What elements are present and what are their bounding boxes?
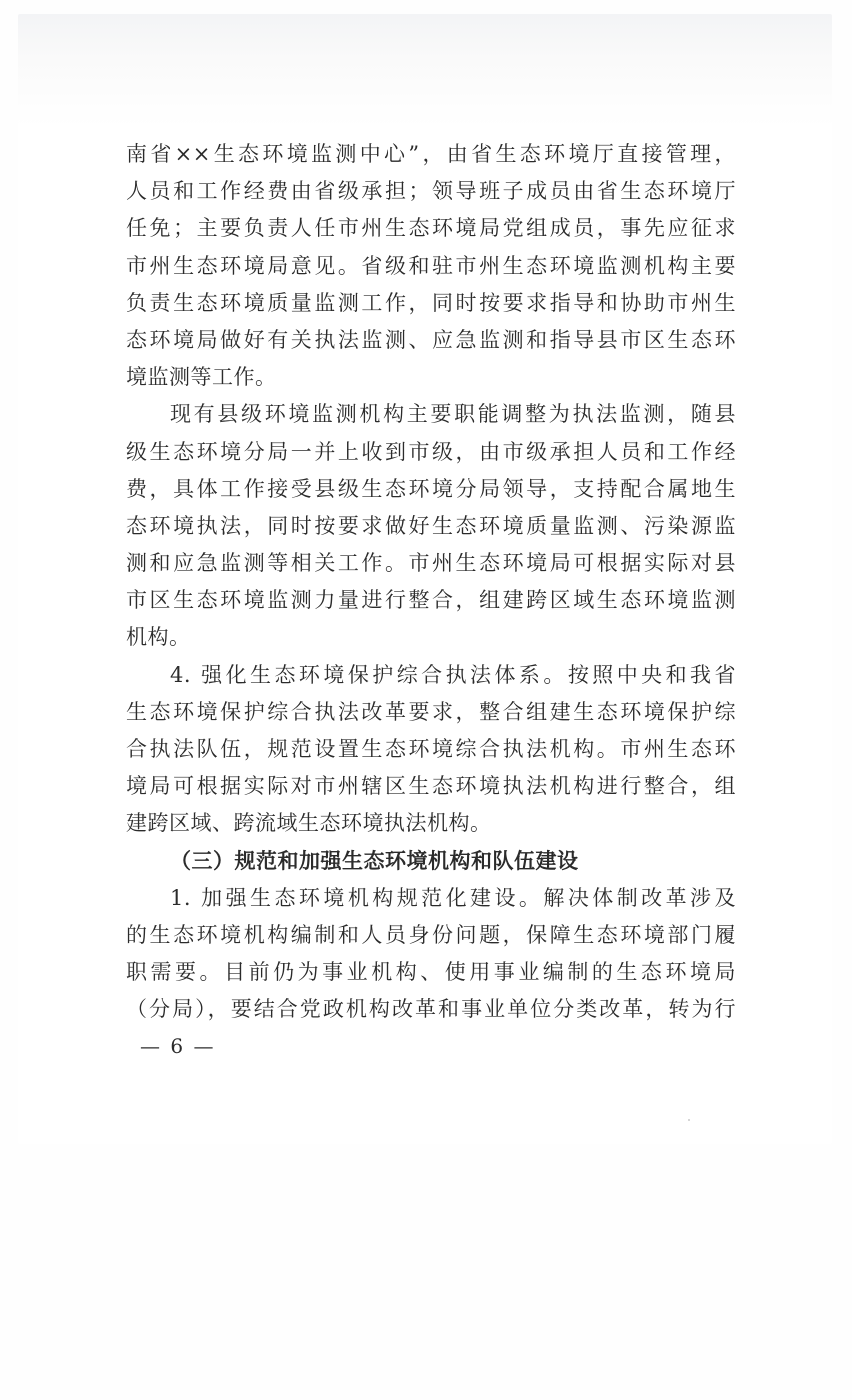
text-line: 建跨区域、跨流域生态环境执法机构。 <box>126 811 492 836</box>
text-line: 费，具体工作接受县级生态环境分局领导，支持配合属地生 <box>126 476 736 501</box>
text-line: （分局），要结合党政机构改革和事业单位分类改革，转为行 <box>126 997 736 1022</box>
text-line: 生态环境保护综合执法改革要求，整合组建生态环境保护综 <box>126 699 736 724</box>
text-line: 态环境局做好有关执法监测、应急监测和指导县市区生态环 <box>126 327 736 352</box>
text-line: 级生态环境分局一并上收到市级，由市级承担人员和工作经 <box>126 439 736 464</box>
text-line: 合执法队伍，规范设置生态环境综合执法机构。市州生态环 <box>126 737 736 761</box>
text-line: 任免；主要负责人任市州生态环境局党组成员，事先应征求 <box>126 216 736 241</box>
text-line: 1. 加强生态环境机构规范化建设。解决体制改革涉及 <box>170 885 736 910</box>
text-line: 态环境执法，同时按要求做好生态环境质量监测、污染源监 <box>126 513 736 538</box>
text-line: 的生态环境机构编制和人员身份问题，保障生态环境部门履 <box>126 922 736 947</box>
text-line: 现有县级环境监测机构主要职能调整为执法监测，随县 <box>170 402 736 427</box>
text-line: 机构。 <box>126 625 191 650</box>
text-line: 境监测等工作。 <box>126 365 277 390</box>
text-line: 境局可根据实际对市州辖区生态环境执法机构进行整合，组 <box>126 774 736 799</box>
text-line: 市区生态环境监测力量进行整合，组建跨区域生态环境监测 <box>126 588 736 613</box>
page-number: — 6 — <box>140 1034 216 1058</box>
scan-speck <box>688 1119 690 1121</box>
text-line: 测和应急监测等相关工作。市州生态环境局可根据实际对县 <box>126 551 736 576</box>
text-line: 市州生态环境局意见。省级和驻市州生态环境监测机构主要 <box>126 253 736 278</box>
text-line: 职需要。目前仍为事业机构、使用事业编制的生态环境局 <box>126 960 736 985</box>
text-line: 4. 强化生态环境保护综合执法体系。按照中央和我省 <box>170 662 736 687</box>
text-line: 负责生态环境质量监测工作，同时按要求指导和协助市州生 <box>126 290 736 315</box>
text-line: 南省××生态环境监测中心”，由省生态环境厅直接管理， <box>126 142 736 166</box>
text-line: 人员和工作经费由省级承担；领导班子成员由省生态环境厅 <box>126 179 736 204</box>
section-heading: （三）规范和加强生态环境机构和队伍建设 <box>170 848 579 873</box>
document-body <box>126 136 736 1029</box>
